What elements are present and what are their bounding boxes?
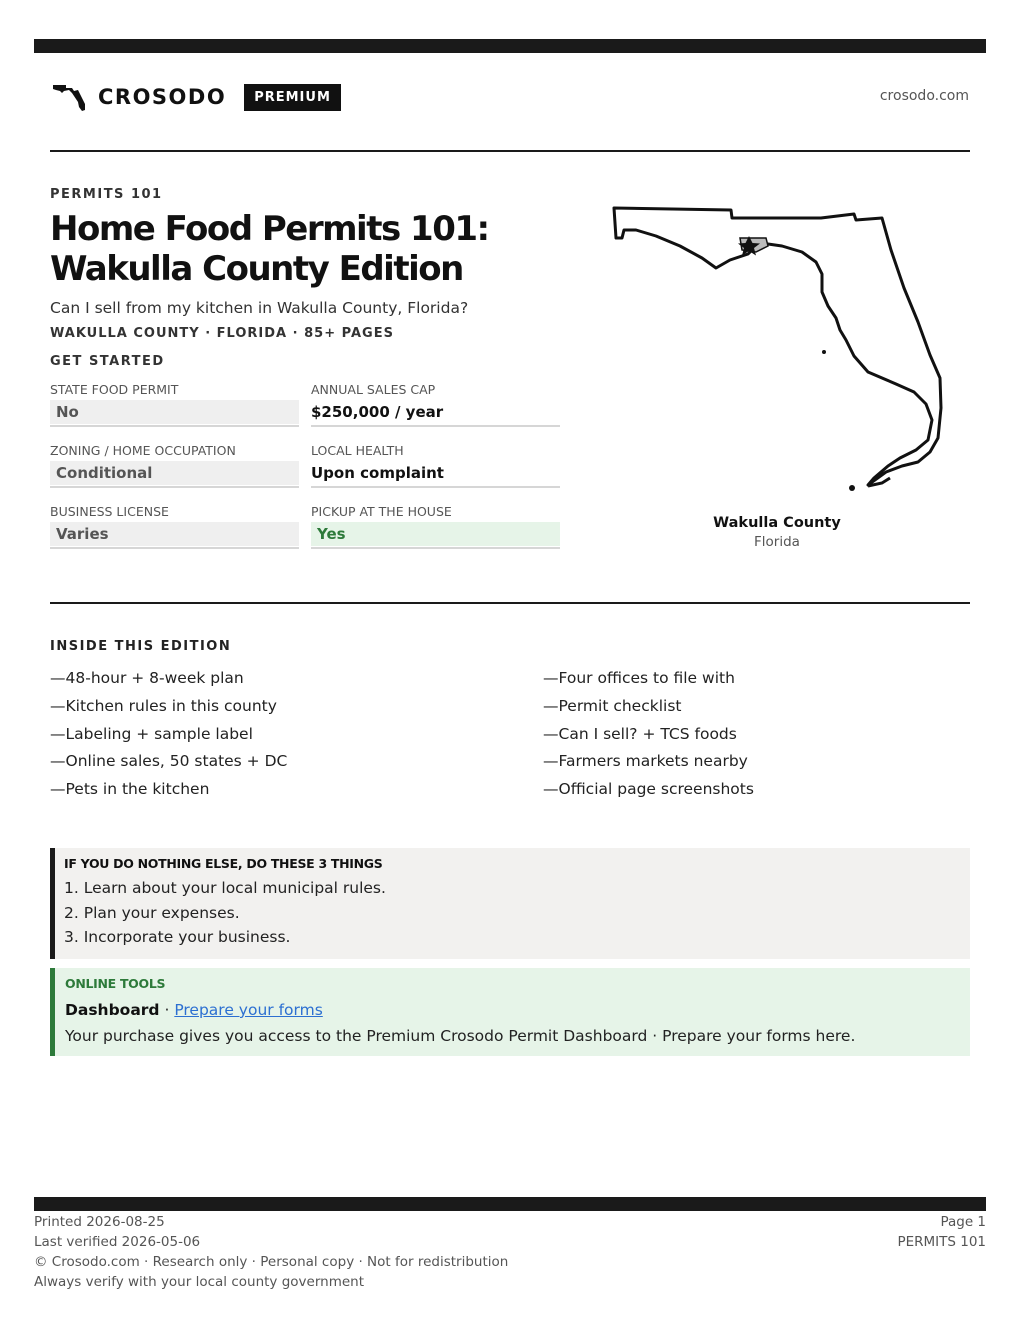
fact-label: LOCAL HEALTH: [311, 443, 404, 458]
list-item: —Kitchen rules in this county: [50, 696, 277, 715]
header-divider: [50, 150, 970, 152]
fact-local-health: [311, 441, 560, 488]
three-things-callout: [50, 848, 970, 959]
section-divider: [50, 602, 970, 604]
callout-item: 1. Learn about your local municipal rules.: [64, 879, 386, 897]
premium-badge: PREMIUM: [244, 84, 341, 111]
fact-business-license: [50, 502, 299, 549]
callout-item: 3. Incorporate your business.: [64, 928, 291, 946]
verified-date: Last verified 2026-05-06: [34, 1234, 201, 1250]
map-county: Wakulla County: [713, 515, 841, 531]
inside-heading: INSIDE THIS EDITION: [50, 639, 232, 654]
fact-state-food-permit: [50, 380, 299, 427]
map-state: Florida: [754, 534, 800, 550]
get-started-heading: GET STARTED: [50, 354, 165, 369]
list-item: —Farmers markets nearby: [543, 752, 748, 771]
inside-list-left: [50, 665, 287, 804]
fact-label: PICKUP AT THE HOUSE: [311, 504, 452, 519]
subtitle: Can I sell from my kitchen in Wakulla County, Florida?: [50, 299, 469, 317]
fact-grid: [50, 380, 560, 549]
list-item: —Permit checklist: [543, 696, 682, 715]
dashboard-label: Dashboard: [65, 1001, 160, 1019]
callout-title: IF YOU DO NOTHING ELSE, DO THESE 3 THINGS: [64, 856, 383, 871]
fact-value: Upon complaint: [311, 464, 444, 482]
fact-label: BUSINESS LICENSE: [50, 504, 169, 519]
florida-state-icon: [52, 82, 88, 112]
fact-label: STATE FOOD PERMIT: [50, 382, 179, 397]
callout-item: 2. Plan your expenses.: [64, 903, 240, 922]
list-item: —Labeling + sample label: [50, 724, 253, 743]
footer-right: [897, 1212, 986, 1252]
footer-left: [34, 1212, 508, 1292]
copyright: © Crosodo.com · Research only · Personal copy · Not for redistribution: [34, 1254, 509, 1270]
page-title: Home Food Permits 101: Wakulla County Edition: [50, 209, 489, 289]
fact-zoning: [50, 441, 299, 488]
fact-label: ANNUAL SALES CAP: [311, 382, 436, 397]
fact-value: No: [50, 400, 299, 424]
tools-title: ONLINE TOOLS: [65, 976, 166, 991]
fact-value: Yes: [311, 522, 560, 546]
page-number: Page 1: [940, 1214, 986, 1230]
fact-label: ZONING / HOME OCCUPATION: [50, 443, 236, 458]
list-item: —Pets in the kitchen: [50, 780, 210, 799]
site-url[interactable]: crosodo.com: [879, 88, 969, 104]
edition-meta: WAKULLA COUNTY · FLORIDA · 85+ PAGES: [50, 326, 394, 341]
brand-name: CROSODO: [98, 85, 227, 109]
map-caption: [677, 513, 877, 551]
inside-list-right: [543, 665, 754, 804]
list-item: —Online sales, 50 states + DC: [50, 752, 288, 771]
list-item: —Can I sell? + TCS foods: [543, 724, 737, 743]
tools-description: Your purchase gives you access to the Premium Crosodo Permit Dashboard · Prepare your forms here.: [65, 1027, 856, 1045]
florida-map: [606, 200, 951, 500]
verify-note: Always verify with your local county government: [34, 1274, 364, 1290]
printed-date: Printed 2026-08-25: [34, 1214, 165, 1230]
list-item: —Official page screenshots: [543, 780, 754, 799]
fact-pickup: [311, 502, 560, 549]
fact-value: Varies: [50, 522, 299, 546]
separator: ·: [159, 1001, 175, 1019]
kicker: PERMITS 101: [50, 187, 163, 202]
brand[interactable]: [52, 80, 341, 114]
list-item: —48-hour + 8-week plan: [50, 669, 244, 687]
fact-annual-sales-cap: [311, 380, 560, 427]
top-bar: [34, 39, 986, 53]
fact-value: Conditional: [50, 461, 299, 485]
tools-links: [65, 997, 970, 1023]
fact-value: $250,000 / year: [311, 403, 444, 421]
list-item: —Four offices to file with: [543, 669, 735, 687]
florida-outline: [614, 208, 941, 485]
footer-bar: [34, 1197, 986, 1211]
prepare-forms-link[interactable]: Prepare your forms: [174, 1001, 323, 1019]
online-tools-box: [50, 968, 970, 1056]
footer-section: PERMITS 101: [897, 1234, 986, 1250]
